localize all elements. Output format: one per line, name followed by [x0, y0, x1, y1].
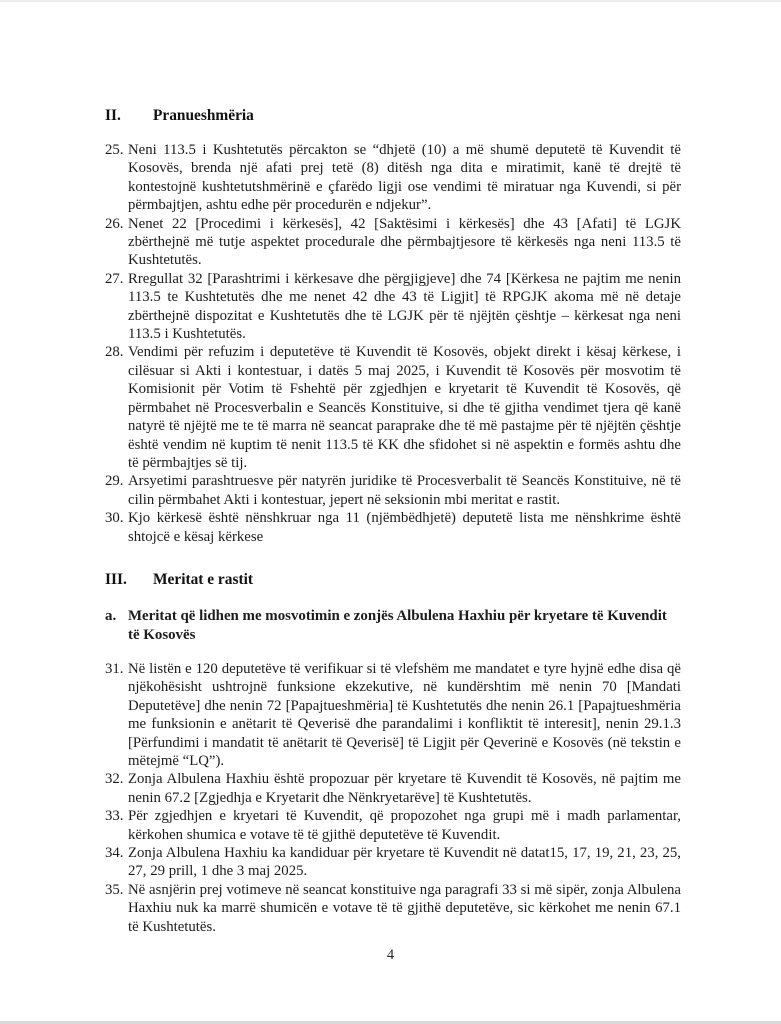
list-item-35: [105, 881, 681, 936]
section-iii-heading: [105, 570, 681, 589]
list-item-29: [105, 472, 681, 509]
item-number: 27.: [105, 270, 124, 287]
item-text: Në listën e 120 deputetëve të verifikuar si të vlefshëm me mandatet e tyre hyjnë edhe disa që njëkohësisht ushtrojnë funksione ekzekutive, në kundërshtim më nenin 70 [Mandati Deputetëve] dhe nenin 72 [Papajtueshmëria] të Kushtetutës dhe nenin 26.1 [Papajtueshmëria me funksionin e anëtarit të Qeverisë dhe parandalimi i konfliktit të interesit], nenin 29.1.3 [Përfundimi i mandatit të anëtarit të Qeverisë] të Ligjit për Qeverinë e Kosovës (në tekstin e mëtejmë “LQ”).: [128, 660, 681, 769]
item-text: Zonja Albulena Haxhiu është propozuar për kryetare të Kuvendit të Kosovës, në pajtim me nenin 67.2 [Zgjedhja e Kryetarit dhe Nënkryetarëve] të Kushtetutës.: [128, 771, 681, 806]
merits-list: [105, 660, 681, 936]
item-number: 33.: [105, 808, 124, 825]
list-item-30: [105, 509, 681, 546]
section-ii-heading: [105, 106, 681, 125]
subsection-a-heading: [105, 607, 681, 646]
item-number: 28.: [105, 344, 124, 361]
item-text: Vendimi për refuzim i deputetëve të Kuvendit të Kosovës, objekt direkt i kësaj kërkese, i cilësuar si Akti i kontestuar, i datës 5 maj 2025, i Kuvendit të Kosovës për mosvotim të Komisionit për Votim të Fshehtë për zgjedhjen e kryetarit të Kuvendit të Kosovës, që përmbahet në Procesverbalin e Seancës Konstituive, si dhe të gjitha vendimet tjera që kanë natyrë të njëjtë me te të marra në seancat paraprake dhe të më pastajme për të njëjtën çështje është vendim në kuptim të nenit 113.5 të KK dhe sfidohet si në aspektin e formës ashtu dhe të përmbajtjes së tij.: [128, 344, 681, 471]
list-item-25: [105, 141, 681, 215]
section-ii-numeral: II.: [105, 107, 121, 124]
document-page: [0, 2, 781, 936]
subsection-a-numeral: a.: [105, 607, 117, 624]
list-item-26: [105, 215, 681, 270]
item-number: 34.: [105, 845, 124, 861]
item-text: Neni 113.5 i Kushtetutës përcakton se “dhjetë (10) a më shumë deputetë të Kuvendit të Kosovës, brenda një afati prej tetë (8) ditësh nga dita e miratimit, kanë të drejtë të kontestojnë kushtetutshmërinë e çfarëdo ligji ose vendimi të miratuar nga Kuvendi, si për përmbajtjen, ashtu edhe për procedurën e ndjekur”.: [128, 142, 681, 214]
item-number: 25.: [105, 142, 124, 158]
item-text: Zonja Albulena Haxhiu ka kandiduar për kryetare të Kuvendit në datat15, 17, 19, 21, 23, 25, 27, 29 prill, 1 dhe 3 maj 2025.: [128, 845, 681, 880]
item-text: Nenet 22 [Procedimi i kërkesës], 42 [Saktësimi i kërkesës] dhe 43 [Afati] të LGJK zbërthejnë më tutje aspektet procedurale dhe përmbajtjesore të kërkesës nga neni 113.5 të Kushtetutës.: [128, 215, 681, 269]
item-text: Arsyetimi parashtruesve për natyrën juridike të Procesverbalit të Seancës Konstituive, në të cilin përmbahet Akti i kontestuar, jepert në seksionin mbi meritat e rastit.: [128, 473, 681, 508]
list-item-32: [105, 770, 681, 807]
section-iii-title: Meritat e rastit: [153, 570, 253, 588]
section-iii-numeral: III.: [105, 570, 127, 588]
item-text: Për zgjedhjen e kryetari të Kuvendit, që propozohet nga grupi më i madh parlamentar, kërkohen shumica e votave të të gjithë deputetëve të Kuvendit.: [128, 808, 681, 843]
list-item-28: [105, 343, 681, 472]
subsection-a-title: Meritat që lidhen me mosvotimin e zonjës Albulena Haxhiu për kryetare të Kuvendit të Kosovës: [128, 607, 667, 644]
item-number: 29.: [105, 473, 124, 490]
item-text: Kjo kërkesë është nënshkruar nga 11 (njëmbëdhjetë) deputetë lista me nënshkrime është shtojcë e kësaj kërkese: [128, 510, 681, 545]
item-text: Rregullat 32 [Parashtrimi i kërkesave dhe përgjigjeve] dhe 74 [Kërkesa ne pajtim me nenin 113.5 te Kushtetutës dhe me nenet 42 dhe 43 të Ligjit] të RPGJK akoma më në detaje zbërthejnë dispozitat e Kushtetutës dhe të LGJK për të njëjtën çështje – kërkesat nga neni 113.5 i Kushtetutës.: [128, 270, 681, 343]
item-number: 30.: [105, 510, 124, 527]
list-item-33: [105, 807, 681, 844]
list-item-34: [105, 844, 681, 881]
admissibility-list: [105, 141, 681, 546]
item-number: 35.: [105, 881, 124, 898]
list-item-31: [105, 660, 681, 770]
list-item-27: [105, 270, 681, 344]
item-number: 31.: [105, 660, 124, 677]
item-number: 26.: [105, 215, 124, 232]
item-text: Në asnjërin prej votimeve në seancat konstituive nga paragrafi 33 si më sipër, zonja Albulena Haxhiu nuk ka marrë shumicën e votave të të gjithë deputetëve, sic kërkohet me nenin 67.1 të Kushtetutës.: [128, 881, 681, 935]
item-number: 32.: [105, 771, 124, 788]
section-ii-title: Pranueshmëria: [153, 107, 254, 124]
page-number: 4: [386, 947, 395, 963]
